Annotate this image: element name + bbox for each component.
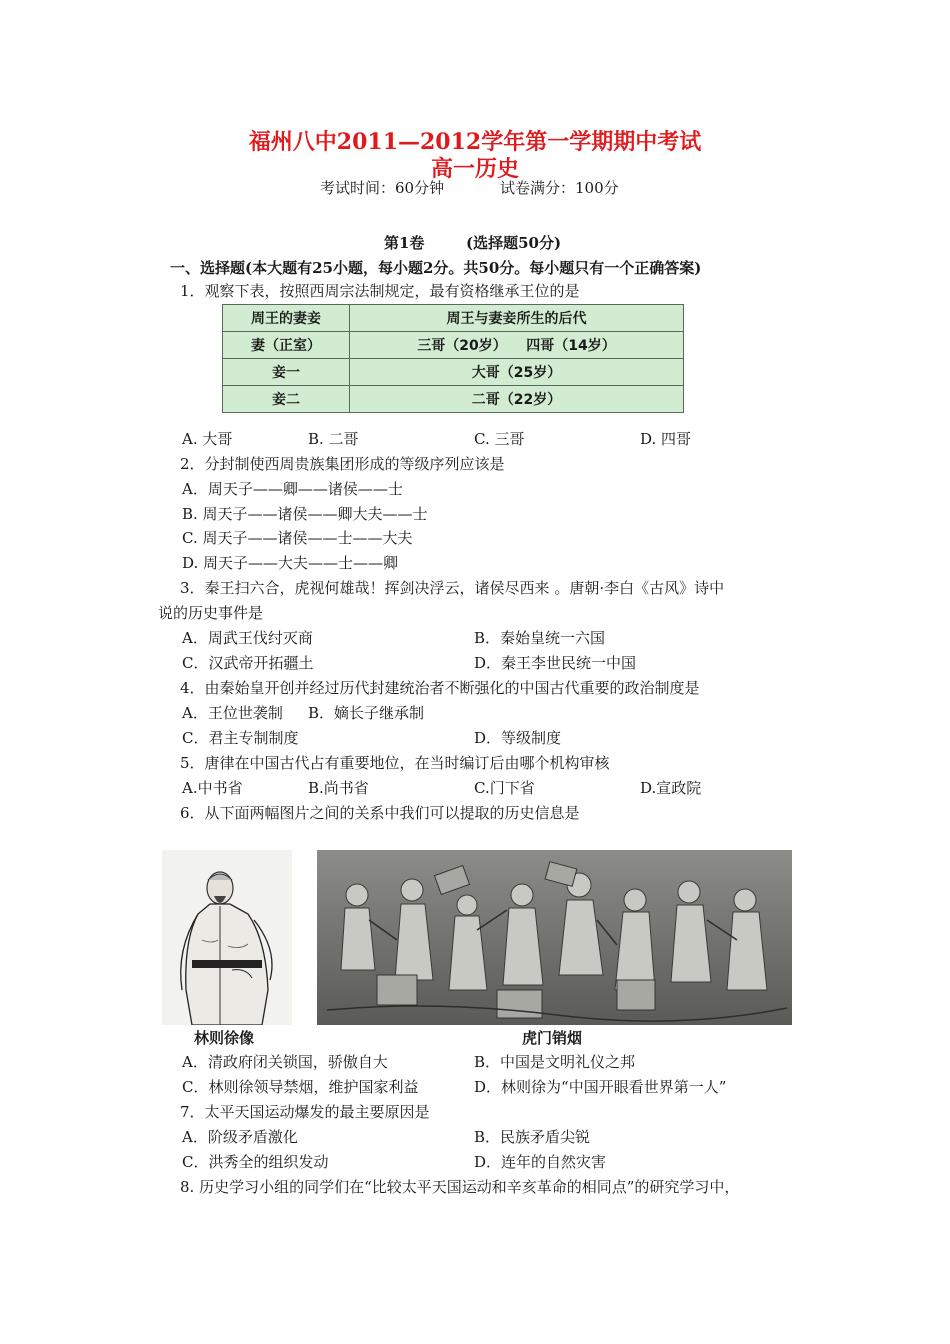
- q2-option-c[interactable]: C. 周天子——诸侯——士——大夫: [182, 529, 413, 547]
- subject-title: 高一历史: [430, 156, 519, 182]
- table-cell: 二哥（22岁）: [350, 386, 684, 413]
- q1-option-d[interactable]: D. 四哥: [640, 430, 692, 448]
- q4-option-d[interactable]: D．等级制度: [474, 729, 562, 747]
- table-cell: 妾二: [223, 386, 350, 413]
- q3-option-c[interactable]: C．汉武帝开拓疆土: [182, 654, 314, 672]
- exam-title: 福州八中2011—2012学年第一学期期中考试: [248, 129, 702, 155]
- q4-stem: 4．由秦始皇开创并经过历代封建统治者不断强化的中国古代重要的政治制度是: [180, 679, 700, 697]
- q5-stem: 5．唐律在中国古代占有重要地位，在当时编订后由哪个机构审核: [180, 754, 610, 772]
- q1-stem: 1．观察下表，按照西周宗法制规定，最有资格继承王位的是: [180, 282, 580, 300]
- q3-option-b[interactable]: B．秦始皇统一六国: [474, 629, 606, 647]
- q2-stem: 2．分封制使西周贵族集团形成的等级序列应该是: [180, 455, 505, 473]
- table-header: 周王的妻妾: [223, 305, 350, 332]
- q7-option-b[interactable]: B．民族矛盾尖锐: [474, 1128, 591, 1146]
- q6-option-a[interactable]: A．清政府闭关锁国，骄傲自大: [182, 1053, 388, 1071]
- q2-option-a[interactable]: A．周天子——卿——诸侯——士: [182, 480, 403, 498]
- full-score: 试卷满分：100分: [500, 179, 619, 197]
- q4-option-a[interactable]: A．王位世袭制: [182, 704, 283, 722]
- caption-humen: 虎门销烟: [522, 1029, 583, 1047]
- q4-option-b[interactable]: B．嫡长子继承制: [308, 704, 425, 722]
- q1-option-b[interactable]: B. 二哥: [308, 430, 359, 448]
- q6-option-b[interactable]: B．中国是文明礼仪之邦: [474, 1053, 636, 1071]
- exam-time: 考试时间：60分钟: [320, 179, 445, 197]
- portrait-illustration: [162, 850, 292, 1025]
- table-header: 周王与妻妾所生的后代: [350, 305, 684, 332]
- q8-stem: 8. 历史学习小组的同学们在“比较太平天国运动和辛亥革命的相同点”的研究学习中，: [180, 1178, 740, 1196]
- relief-illustration: [317, 850, 792, 1025]
- q3-stem-line2: 说的历史事件是: [158, 604, 264, 622]
- q5-option-c[interactable]: C.门下省: [474, 779, 535, 797]
- q6-option-c[interactable]: C．林则徐领导禁烟，维护国家利益: [182, 1078, 419, 1096]
- table-cell: 三哥（20岁） 四哥（14岁）: [350, 332, 684, 359]
- table-row: [223, 305, 684, 332]
- q5-option-b[interactable]: B.尚书省: [308, 779, 369, 797]
- q1-option-a[interactable]: A. 大哥: [182, 430, 233, 448]
- q3-stem-line1: 3．秦王扫六合，虎视何雄哉！挥剑决浮云，诸侯尽西来 。唐朝·李白《古风》诗中: [180, 579, 725, 597]
- lineage-table: [222, 304, 684, 413]
- q3-option-d[interactable]: D．秦王李世民统一中国: [474, 654, 637, 672]
- volume-label: 第1卷: [384, 234, 425, 252]
- q6-stem: 6．从下面两幅图片之间的关系中我们可以提取的历史信息是: [180, 804, 580, 822]
- q7-option-a[interactable]: A．阶级矛盾激化: [182, 1128, 298, 1146]
- table-row: [223, 332, 684, 359]
- volume-note: (选择题50分): [466, 234, 562, 252]
- table-cell: 妾一: [223, 359, 350, 386]
- q6-option-d[interactable]: D．林则徐为“中国开眼看世界第一人”: [474, 1078, 727, 1096]
- q7-option-c[interactable]: C．洪秀全的组织发动: [182, 1153, 329, 1171]
- q7-stem: 7．太平天国运动爆发的最主要原因是: [180, 1103, 430, 1121]
- lin-zexu-portrait: [162, 850, 292, 1025]
- table-cell: 妻（正室）: [223, 332, 350, 359]
- caption-lin-zexu: 林则徐像: [194, 1029, 255, 1047]
- section-heading: 一、选择题(本大题有25小题，每小题2分。共50分。每小题只有一个正确答案): [170, 259, 702, 277]
- q3-option-a[interactable]: A．周武王伐纣灭商: [182, 629, 313, 647]
- table-cell: 大哥（25岁）: [350, 359, 684, 386]
- table-row: [223, 386, 684, 413]
- q4-option-c[interactable]: C．君主专制制度: [182, 729, 299, 747]
- table-row: [223, 359, 684, 386]
- humen-relief-image: [317, 850, 792, 1025]
- q7-option-d[interactable]: D．连年的自然灾害: [474, 1153, 607, 1171]
- q5-option-d[interactable]: D.宣政院: [640, 779, 702, 797]
- q5-option-a[interactable]: A.中书省: [182, 779, 243, 797]
- q2-option-d[interactable]: D. 周天子——大夫——士——卿: [182, 554, 399, 572]
- q2-option-b[interactable]: B. 周天子——诸侯——卿大夫——士: [182, 505, 428, 523]
- q1-option-c[interactable]: C. 三哥: [474, 430, 525, 448]
